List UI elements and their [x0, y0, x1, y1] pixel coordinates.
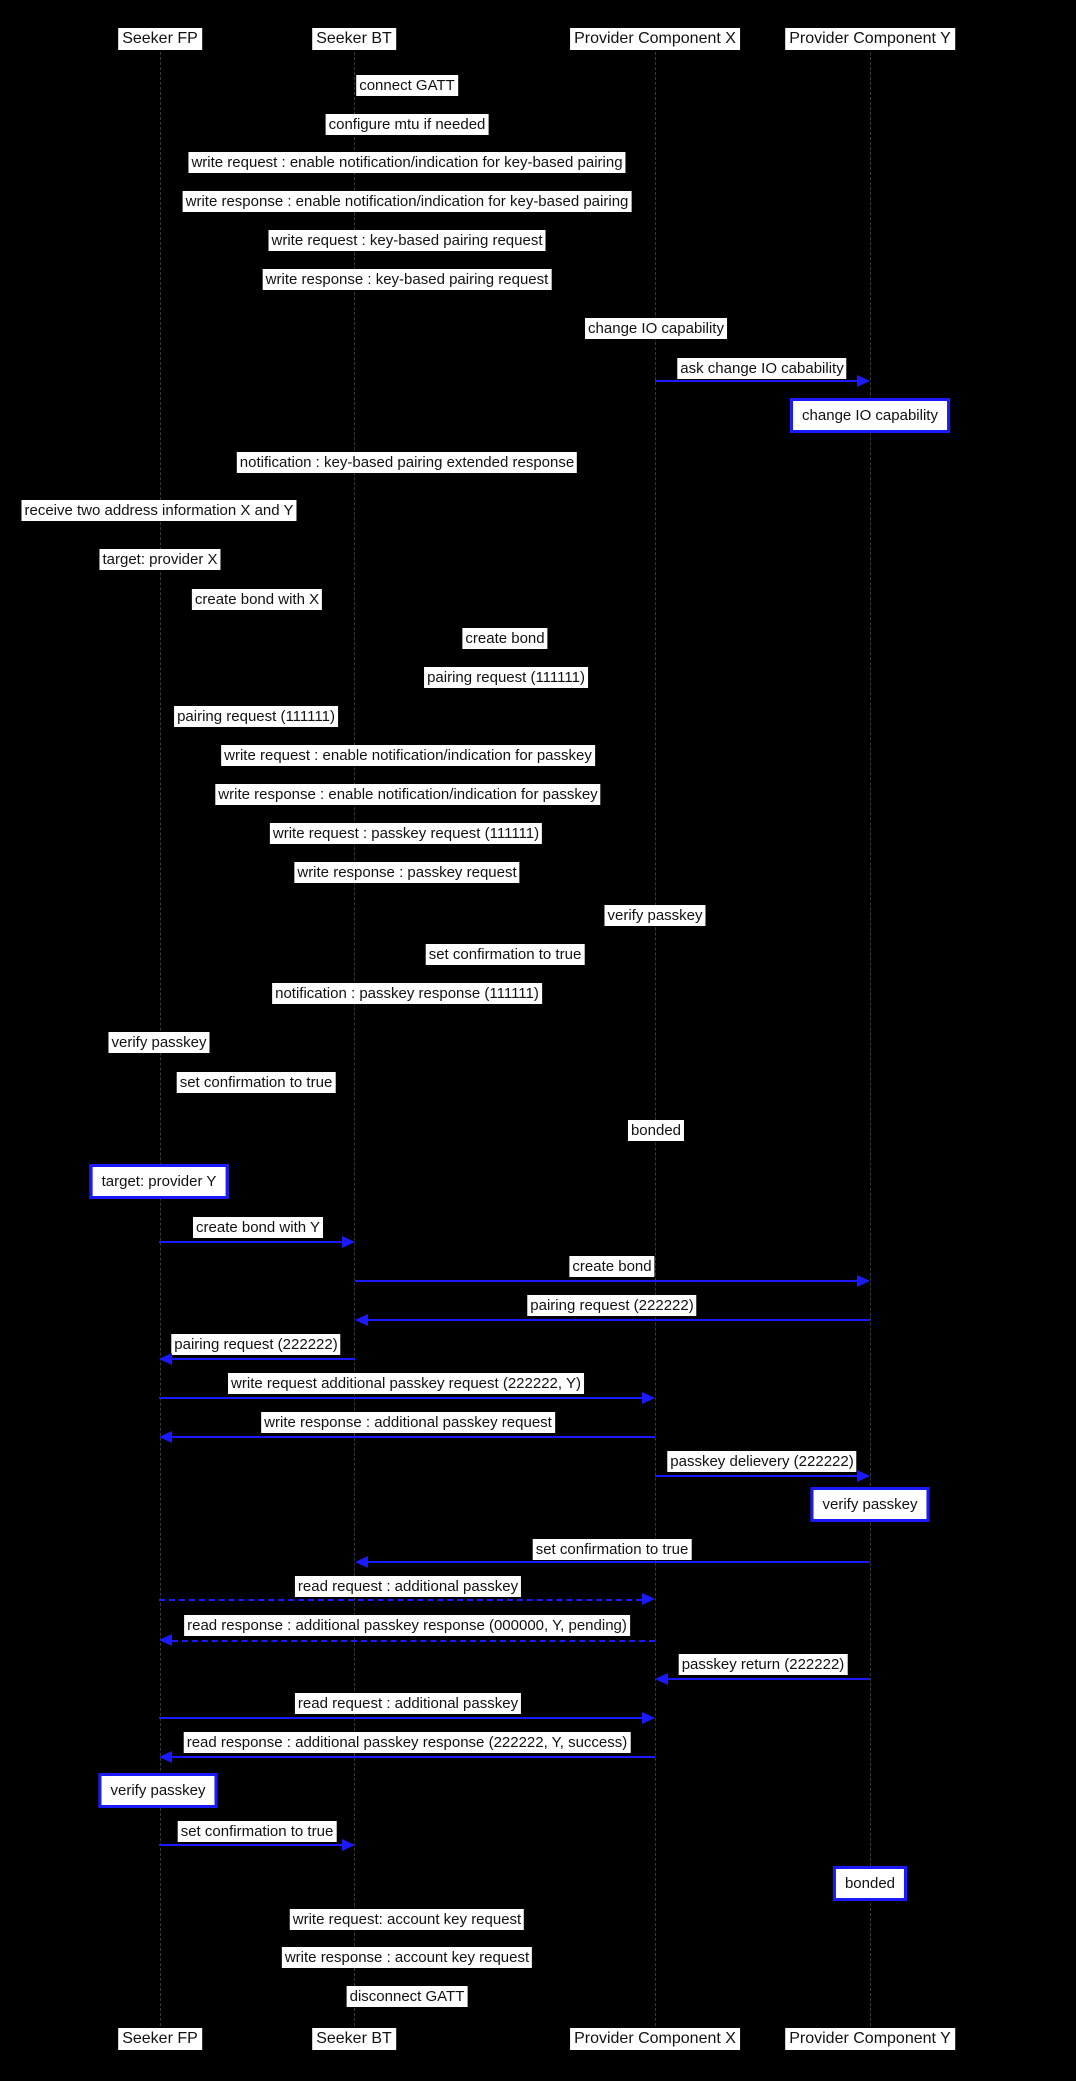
message-label-create-bond: create bond — [569, 1256, 654, 1277]
message-arrow-head-right — [642, 1712, 655, 1724]
message-arrow-line — [159, 1599, 642, 1601]
message-arrow-line — [159, 1717, 642, 1719]
message-label-bonded: bonded — [628, 1120, 684, 1141]
message-label-write-request-enable-notification-indication-for-passkey: write request : enable notification/indication for passkey — [221, 745, 595, 766]
message-arrow-head-left — [159, 1431, 172, 1443]
message-label-write-request-additional-passkey-request-222222-y: write request additional passkey request (222222, Y) — [228, 1373, 584, 1394]
message-label-passkey-return-222222: passkey return (222222) — [679, 1654, 848, 1675]
message-label-set-confirmation-to-true: set confirmation to true — [533, 1539, 692, 1560]
message-arrow-head-right — [642, 1593, 655, 1605]
message-label-write-response-key-based-pairing-request: write response : key-based pairing request — [263, 269, 552, 290]
message-arrow-head-right — [342, 1839, 355, 1851]
participant-bottom-seeker-bt: Seeker BT — [312, 2028, 396, 2050]
message-arrow-line — [655, 380, 857, 382]
message-label-write-response-account-key-request: write response : account key request — [282, 1947, 532, 1968]
note-change-io-capability: change IO capability — [790, 398, 950, 433]
message-label-disconnect-gatt: disconnect GATT — [347, 1986, 468, 2007]
participant-top-provider-component-x: Provider Component X — [570, 28, 740, 50]
message-label-connect-gatt: connect GATT — [356, 75, 458, 96]
message-label-write-response-additional-passkey-request: write response : additional passkey request — [261, 1412, 555, 1433]
message-label-create-bond-with-x: create bond with X — [192, 589, 322, 610]
message-label-write-response-passkey-request: write response : passkey request — [294, 862, 519, 883]
message-label-verify-passkey: verify passkey — [108, 1032, 209, 1053]
message-arrow-line — [159, 1397, 642, 1399]
message-arrow-head-left — [655, 1673, 668, 1685]
message-arrow-line — [668, 1678, 870, 1680]
message-label-set-confirmation-to-true: set confirmation to true — [426, 944, 585, 965]
message-arrow-line — [172, 1358, 355, 1360]
message-arrow-line — [172, 1640, 655, 1642]
message-label-set-confirmation-to-true: set confirmation to true — [177, 1072, 336, 1093]
message-arrow-line — [368, 1319, 870, 1321]
message-label-write-request-key-based-pairing-request: write request : key-based pairing request — [269, 230, 546, 251]
message-label-write-request-enable-notification-indication-for-key-based-pairing: write request : enable notification/indication for key-based pairing — [188, 152, 625, 173]
message-arrow-line — [368, 1561, 870, 1563]
message-label-write-response-enable-notification-indication-for-passkey: write response : enable notification/indication for passkey — [215, 784, 600, 805]
message-label-target-provider-x: target: provider X — [99, 549, 220, 570]
participant-top-provider-component-y: Provider Component Y — [785, 28, 955, 50]
message-label-receive-two-address-information-x-and-y: receive two address information X and Y — [21, 500, 296, 521]
message-arrow-head-left — [159, 1751, 172, 1763]
note-bonded: bonded — [833, 1866, 907, 1901]
note-target-provider-y: target: provider Y — [90, 1164, 229, 1199]
message-arrow-head-right — [642, 1392, 655, 1404]
message-arrow-head-left — [355, 1556, 368, 1568]
message-arrow-head-left — [159, 1353, 172, 1365]
message-label-passkey-delievery-222222: passkey delievery (222222) — [667, 1451, 856, 1472]
note-verify-passkey: verify passkey — [810, 1487, 929, 1522]
message-arrow-line — [159, 1241, 342, 1243]
message-arrow-head-right — [857, 1470, 870, 1482]
message-arrow-head-right — [342, 1236, 355, 1248]
message-label-write-request-passkey-request-111111: write request : passkey request (111111) — [270, 823, 542, 844]
note-verify-passkey: verify passkey — [98, 1773, 217, 1808]
message-label-configure-mtu-if-needed: configure mtu if needed — [326, 114, 489, 135]
participant-bottom-provider-component-x: Provider Component X — [570, 2028, 740, 2050]
message-label-write-response-enable-notification-indication-for-key-based-pairing: write response : enable notification/indication for key-based pairing — [183, 191, 632, 212]
message-arrow-head-right — [857, 1275, 870, 1287]
participant-top-seeker-bt: Seeker BT — [312, 28, 396, 50]
message-label-notification-key-based-pairing-extended-response: notification : key-based pairing extended response — [237, 452, 577, 473]
message-label-ask-change-io-cabability: ask change IO cabability — [677, 358, 846, 379]
lifeline-provider-component-x — [655, 52, 656, 2026]
message-arrow-head-left — [355, 1314, 368, 1326]
message-label-pairing-request-111111: pairing request (111111) — [174, 706, 338, 727]
message-label-notification-passkey-response-111111: notification : passkey response (111111) — [272, 983, 542, 1004]
message-label-set-confirmation-to-true: set confirmation to true — [178, 1821, 337, 1842]
message-label-read-response-additional-passkey-response-000000-y-pending: read response : additional passkey response (000000, Y, pending) — [184, 1615, 630, 1636]
message-arrow-line — [655, 1475, 857, 1477]
message-label-create-bond: create bond — [462, 628, 547, 649]
participant-bottom-seeker-fp: Seeker FP — [118, 2028, 202, 2050]
message-label-change-io-capability: change IO capability — [585, 318, 727, 339]
message-arrow-line — [159, 1844, 342, 1846]
message-label-read-response-additional-passkey-response-222222-y-success: read response : additional passkey response (222222, Y, success) — [184, 1732, 631, 1753]
participant-bottom-provider-component-y: Provider Component Y — [785, 2028, 955, 2050]
lifeline-provider-component-y — [870, 52, 871, 2026]
message-label-pairing-request-222222: pairing request (222222) — [171, 1334, 340, 1355]
message-label-verify-passkey: verify passkey — [604, 905, 705, 926]
participant-top-seeker-fp: Seeker FP — [118, 28, 202, 50]
message-arrow-head-right — [857, 375, 870, 387]
message-label-write-request-account-key-request: write request: account key request — [290, 1909, 524, 1930]
message-arrow-line — [172, 1436, 655, 1438]
message-label-read-request-additional-passkey: read request : additional passkey — [295, 1576, 521, 1597]
message-arrow-line — [172, 1756, 655, 1758]
message-label-pairing-request-111111: pairing request (111111) — [424, 667, 588, 688]
message-label-pairing-request-222222: pairing request (222222) — [527, 1295, 696, 1316]
lifeline-seeker-bt — [354, 52, 355, 2026]
message-arrow-head-left — [159, 1634, 172, 1646]
message-label-create-bond-with-y: create bond with Y — [193, 1217, 323, 1238]
message-arrow-line — [355, 1280, 857, 1282]
message-label-read-request-additional-passkey: read request : additional passkey — [295, 1693, 521, 1714]
